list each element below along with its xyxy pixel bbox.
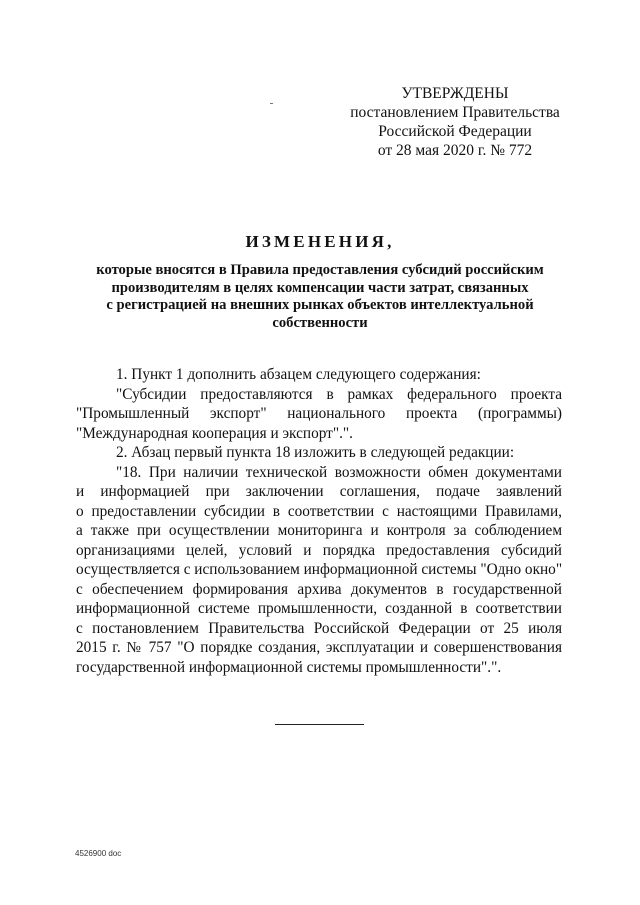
paragraph-line: информационной системе промышленности, созданной в соответствии [76,600,562,617]
subtitle-line: с регистрацией на внешних рынках объектов интеллектуальной [106,297,534,314]
document-body [76,365,562,677]
approved-line: постановлением Правительства [350,104,560,121]
paragraph-line: организациями целей, условий и порядка предоставления субсидий [76,541,562,559]
paragraph-line: "Промышленный экспорт" национального проекта (программы) [76,405,562,422]
paragraph-line: а также при осуществлении мониторинга и контроля за соблюдением [76,522,562,539]
paragraph-line: "18. При наличии технической возможности обмен документами [116,463,562,481]
paragraph-1: 1. Пункт 1 дополнить абзацем следующего содержания: [116,366,481,383]
paragraph-line: 2015 г. № 757 "О порядке создания, эксплуатации и совершенствования [76,639,562,656]
paragraph-line: о предоставлении субсидии в соответствии с настоящими Правилами, [76,502,562,520]
scan-speck [270,103,273,104]
paragraph-line: и информацией при заключении соглашения, подаче заявлений [76,483,562,500]
document-subtitle [60,262,580,332]
document-title: ИЗМЕНЕНИЯ, [245,232,395,251]
paragraph-line: государственной информационной системы промышленности".". [76,658,502,676]
paragraph-line: осуществляется с использованием информационной системы "Одно окно" [76,561,563,578]
subtitle-line: собственности [272,314,368,331]
closing-rule [275,724,364,725]
paragraph-line: "Субсидии предоставляются в рамках федерального проекта [116,385,562,403]
paragraph-line: с постановлением Правительства Российской Федерации от 25 июля [76,619,562,637]
file-reference: 4526900 doc [75,849,122,858]
paragraph-line: "Международная кооперация и экспорт".". [76,424,354,442]
approval-stamp [330,84,580,160]
subtitle-line: которые вносятся в Правила предоставления субсидий российским [96,262,544,278]
paragraph-line: с обеспечением формирования архива документов в государственной [76,580,562,598]
paragraph-2: 2. Абзац первый пункта 18 изложить в следующей редакции: [116,444,515,461]
approved-heading: УТВЕРЖДЕНЫ [401,85,509,102]
subtitle-line: производителям в целях компенсации части затрат, связанных [111,279,529,296]
approved-line: Российской Федерации [378,123,532,140]
approved-line: от 28 мая 2020 г. № 772 [377,142,533,159]
